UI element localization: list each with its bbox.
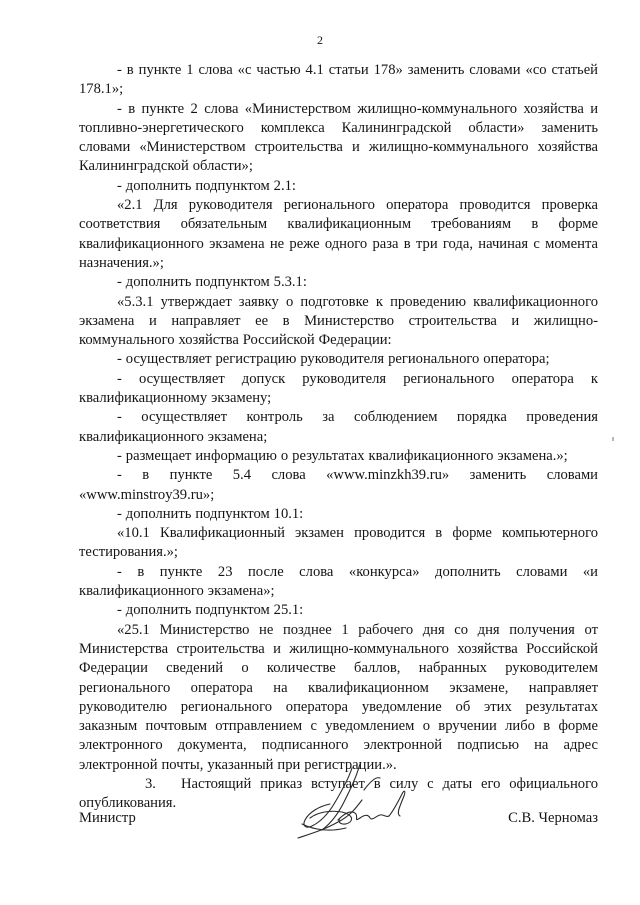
paragraph: - в пункте 23 после слова «конкурса» дополнить словами «и квалификационного экзамена»; bbox=[79, 563, 598, 600]
signature-block bbox=[79, 797, 598, 837]
item-number: 3. bbox=[145, 775, 156, 792]
paragraph: - дополнить подпунктом 5.3.1: bbox=[117, 274, 307, 291]
signatory-name: С.В. Черномаз bbox=[508, 810, 598, 826]
paragraph: «2.1 Для руководителя регионального оператора проводится проверка соответствия обязательным квалификационным требованиям в форме квалификационного экзамена не реже одного раза в три года, начиная с момента назначения.»; bbox=[79, 197, 598, 271]
paragraph: - осуществляет контроль за соблюдением порядка проведения квалификационного экзамена; bbox=[79, 409, 598, 445]
paragraph: - дополнить подпунктом 2.1: bbox=[117, 177, 296, 194]
paragraph: - дополнить подпунктом 25.1: bbox=[117, 602, 304, 619]
page-number: 2 bbox=[317, 33, 323, 47]
paragraph: «25.1 Министерство не позднее 1 рабочего дня со дня получения от Министерства строительства и жилищно-коммунального хозяйства Российской Федерации сведений о количестве баллов, набранных руководителем регионального оператора на квалификационном экзамене, направляет руководителю регионального оператора уведомление об этих результатах заказным почтовым отправлением с уведомлением о вручении либо в форме электронного документа, подписанного электронной подписью на адрес электронной почты, указанный при регистрации.». bbox=[79, 621, 598, 773]
paragraph: - в пункте 1 слова «с частью 4.1 статьи 178» заменить словами «со статьей 178.1»; bbox=[79, 62, 598, 98]
paragraph: «5.3.1 утверждает заявку о подготовке к проведению квалификационного экзамена и направляет ее в Министерство строительства и жилищно-коммунального хозяйства Российской Федерации: bbox=[79, 293, 598, 349]
signatory-title: Министр bbox=[79, 810, 136, 826]
margin-mark bbox=[612, 437, 614, 441]
document-body bbox=[79, 61, 598, 814]
paragraph: - в пункте 2 слова «Министерством жилищно-коммунального хозяйства и топливно-энергетического комплекса Калининградской области» заменить словами «Министерством строительства и жилищно-коммунального хозяйства Калининградской области»; bbox=[79, 100, 598, 175]
paragraph: «10.1 Квалификационный экзамен проводится в форме компьютерного тестирования.»; bbox=[79, 525, 598, 561]
paragraph: - осуществляет допуск руководителя регионального оператора к квалификационному экзамену; bbox=[79, 370, 598, 407]
paragraph: - дополнить подпунктом 10.1: bbox=[117, 505, 304, 522]
item-text: Настоящий приказ вступает в силу с даты его официального опубликования. bbox=[79, 775, 598, 812]
paragraph: - осуществляет регистрацию руководителя регионального оператора; bbox=[117, 351, 550, 368]
paragraph: - размещает информацию о результатах квалификационного экзамена.»; bbox=[117, 447, 568, 464]
paragraph: - в пункте 5.4 слова «www.minzkh39.ru» заменить словами «www.minstroy39.ru»; bbox=[79, 467, 598, 503]
